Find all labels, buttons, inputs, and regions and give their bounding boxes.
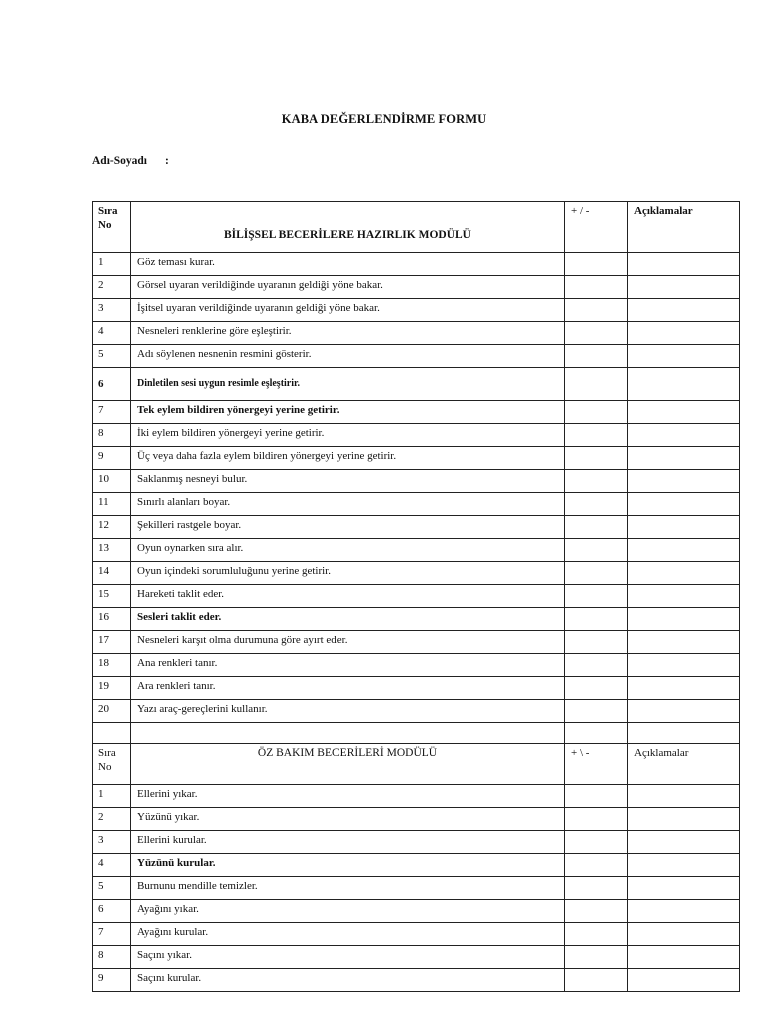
table-row — [93, 299, 740, 322]
module2-col-no-header — [93, 744, 131, 785]
mark-cell[interactable] — [565, 424, 628, 447]
notes-cell[interactable] — [628, 631, 740, 654]
notes-cell[interactable] — [628, 562, 740, 585]
mark-cell[interactable] — [565, 562, 628, 585]
table-row — [93, 785, 740, 808]
notes-cell[interactable] — [628, 900, 740, 923]
table-row — [93, 276, 740, 299]
mark-cell[interactable] — [565, 516, 628, 539]
item-number: 5 — [93, 345, 131, 368]
mark-cell[interactable] — [565, 322, 628, 345]
item-description: Ana renkleri tanır. — [131, 654, 565, 677]
mark-cell[interactable] — [565, 969, 628, 992]
table-row — [93, 700, 740, 723]
table-row — [93, 900, 740, 923]
item-number: 2 — [93, 808, 131, 831]
notes-cell[interactable] — [628, 470, 740, 493]
spacer-cell — [565, 723, 628, 744]
notes-cell[interactable] — [628, 969, 740, 992]
notes-cell[interactable] — [628, 854, 740, 877]
table-row — [93, 969, 740, 992]
notes-cell[interactable] — [628, 493, 740, 516]
item-number: 11 — [93, 493, 131, 516]
mark-cell[interactable] — [565, 368, 628, 401]
mark-cell[interactable] — [565, 470, 628, 493]
item-number: 15 — [93, 585, 131, 608]
mark-cell[interactable] — [565, 854, 628, 877]
item-description: Yüzünü yıkar. — [131, 808, 565, 831]
notes-cell[interactable] — [628, 299, 740, 322]
notes-cell[interactable] — [628, 401, 740, 424]
item-description: Ayağını yıkar. — [131, 900, 565, 923]
item-description: İşitsel uyaran verildiğinde uyaranın geldiği yöne bakar. — [131, 299, 565, 322]
item-number: 16 — [93, 608, 131, 631]
notes-cell[interactable] — [628, 877, 740, 900]
notes-cell[interactable] — [628, 785, 740, 808]
item-description: Göz teması kurar. — [131, 253, 565, 276]
mark-cell[interactable] — [565, 401, 628, 424]
table-row — [93, 608, 740, 631]
mark-cell[interactable] — [565, 700, 628, 723]
table-row — [93, 401, 740, 424]
item-description: Ayağını kurular. — [131, 923, 565, 946]
item-description: Tek eylem bildiren yönergeyi yerine getirir. — [131, 401, 565, 424]
table-row — [93, 585, 740, 608]
notes-cell[interactable] — [628, 831, 740, 854]
notes-cell[interactable] — [628, 585, 740, 608]
item-description: Oyun oynarken sıra alır. — [131, 539, 565, 562]
item-description: Adı söylenen nesnenin resmini gösterir. — [131, 345, 565, 368]
item-number: 8 — [93, 424, 131, 447]
item-description: Ellerini kurular. — [131, 831, 565, 854]
item-description: Burnunu mendille temizler. — [131, 877, 565, 900]
mark-cell[interactable] — [565, 831, 628, 854]
table-row — [93, 470, 740, 493]
item-description: Dinletilen sesi uygun resimle eşleştirir. — [131, 368, 565, 401]
table-row — [93, 447, 740, 470]
mark-cell[interactable] — [565, 631, 628, 654]
item-description: Oyun içindeki sorumluluğunu yerine getirir. — [131, 562, 565, 585]
mark-cell[interactable] — [565, 808, 628, 831]
item-number: 3 — [93, 299, 131, 322]
module1-title: BİLİŞSEL BECERİLERE HAZIRLIK MODÜLÜ — [131, 202, 565, 253]
mark-cell[interactable] — [565, 654, 628, 677]
table-row — [93, 253, 740, 276]
notes-cell[interactable] — [628, 253, 740, 276]
form-title: KABA DEĞERLENDİRME FORMU — [281, 112, 487, 126]
mark-cell[interactable] — [565, 345, 628, 368]
item-number: 8 — [93, 946, 131, 969]
item-description: Yazı araç-gereçlerini kullanır. — [131, 700, 565, 723]
module1-col-no-header: Sıra No — [93, 202, 131, 253]
item-description: Şekilleri rastgele boyar. — [131, 516, 565, 539]
spacer-cell — [131, 723, 565, 744]
item-number: 14 — [93, 562, 131, 585]
module2-title: ÖZ BAKIM BECERİLERİ MODÜLÜ — [131, 744, 565, 785]
table-row — [93, 562, 740, 585]
item-number: 17 — [93, 631, 131, 654]
mark-cell[interactable] — [565, 276, 628, 299]
item-number: 18 — [93, 654, 131, 677]
mark-cell[interactable] — [565, 447, 628, 470]
item-description: Nesneleri renklerine göre eşleştirir. — [131, 322, 565, 345]
item-description: Hareketi taklit eder. — [131, 585, 565, 608]
name-label: Adı-Soyadı — [92, 155, 147, 167]
table-row — [93, 831, 740, 854]
mark-cell[interactable] — [565, 900, 628, 923]
module2-header-row — [93, 744, 740, 785]
item-number: 20 — [93, 700, 131, 723]
item-number: 7 — [93, 923, 131, 946]
notes-cell[interactable] — [628, 345, 740, 368]
notes-cell[interactable] — [628, 322, 740, 345]
module2-col-no-line1: Sıra — [98, 747, 116, 759]
item-number: 10 — [93, 470, 131, 493]
notes-cell[interactable] — [628, 700, 740, 723]
mark-cell[interactable] — [565, 877, 628, 900]
mark-cell[interactable] — [565, 253, 628, 276]
mark-cell[interactable] — [565, 585, 628, 608]
table-row — [93, 677, 740, 700]
spacer-row — [93, 723, 740, 744]
item-description: Üç veya daha fazla eylem bildiren yönergeyi yerine getirir. — [131, 447, 565, 470]
item-description: Saçını yıkar. — [131, 946, 565, 969]
notes-cell[interactable] — [628, 447, 740, 470]
mark-cell[interactable] — [565, 923, 628, 946]
table-row — [93, 345, 740, 368]
item-description: Sesleri taklit eder. — [131, 608, 565, 631]
table-row — [93, 516, 740, 539]
mark-cell[interactable] — [565, 785, 628, 808]
item-description: Sınırlı alanları boyar. — [131, 493, 565, 516]
item-number: 6 — [93, 368, 131, 401]
item-description: İki eylem bildiren yönergeyi yerine getirir. — [131, 424, 565, 447]
table-row — [93, 322, 740, 345]
spacer-cell — [628, 723, 740, 744]
notes-cell[interactable] — [628, 539, 740, 562]
item-number: 4 — [93, 322, 131, 345]
module2-col-notes-header: Açıklamalar — [628, 744, 740, 785]
table-row — [93, 877, 740, 900]
module2-col-no-line2: No — [98, 761, 112, 773]
item-number: 7 — [93, 401, 131, 424]
module2-col-mark-header: + \ - — [565, 744, 628, 785]
item-number: 13 — [93, 539, 131, 562]
table-row — [93, 946, 740, 969]
item-number: 4 — [93, 854, 131, 877]
table-row — [93, 654, 740, 677]
module1-col-mark-header: + / - — [565, 202, 628, 253]
mark-cell[interactable] — [565, 946, 628, 969]
item-number: 19 — [93, 677, 131, 700]
item-number: 9 — [93, 969, 131, 992]
item-number: 9 — [93, 447, 131, 470]
table-row — [93, 493, 740, 516]
table-row — [93, 368, 740, 401]
table-row — [93, 923, 740, 946]
notes-cell[interactable] — [628, 368, 740, 401]
mark-cell[interactable] — [565, 493, 628, 516]
item-description: Ellerini yıkar. — [131, 785, 565, 808]
module1-col-notes-header: Açıklamalar — [628, 202, 740, 253]
mark-cell[interactable] — [565, 608, 628, 631]
item-number: 1 — [93, 253, 131, 276]
item-description: Nesneleri karşıt olma durumuna göre ayırt eder. — [131, 631, 565, 654]
item-description: Görsel uyaran verildiğinde uyaranın geldiği yöne bakar. — [131, 276, 565, 299]
item-number: 12 — [93, 516, 131, 539]
notes-cell[interactable] — [628, 424, 740, 447]
table-row — [93, 808, 740, 831]
item-number: 1 — [93, 785, 131, 808]
notes-cell[interactable] — [628, 808, 740, 831]
item-description: Ara renkleri tanır. — [131, 677, 565, 700]
item-description: Saçını kurular. — [131, 969, 565, 992]
spacer-cell — [93, 723, 131, 744]
item-number: 2 — [93, 276, 131, 299]
notes-cell[interactable] — [628, 276, 740, 299]
module1-header-row — [93, 202, 740, 253]
notes-cell[interactable] — [628, 923, 740, 946]
notes-cell[interactable] — [628, 516, 740, 539]
name-field — [92, 155, 169, 167]
item-description: Saklanmış nesneyi bulur. — [131, 470, 565, 493]
item-number: 3 — [93, 831, 131, 854]
name-colon: : — [164, 155, 169, 167]
item-description: Yüzünü kurular. — [131, 854, 565, 877]
evaluation-table — [92, 201, 740, 992]
notes-cell[interactable] — [628, 654, 740, 677]
item-number: 6 — [93, 900, 131, 923]
table-row — [93, 631, 740, 654]
notes-cell[interactable] — [628, 946, 740, 969]
mark-cell[interactable] — [565, 539, 628, 562]
notes-cell[interactable] — [628, 677, 740, 700]
item-number: 5 — [93, 877, 131, 900]
table-row — [93, 854, 740, 877]
table-row — [93, 539, 740, 562]
table-row — [93, 424, 740, 447]
mark-cell[interactable] — [565, 299, 628, 322]
notes-cell[interactable] — [628, 608, 740, 631]
mark-cell[interactable] — [565, 677, 628, 700]
